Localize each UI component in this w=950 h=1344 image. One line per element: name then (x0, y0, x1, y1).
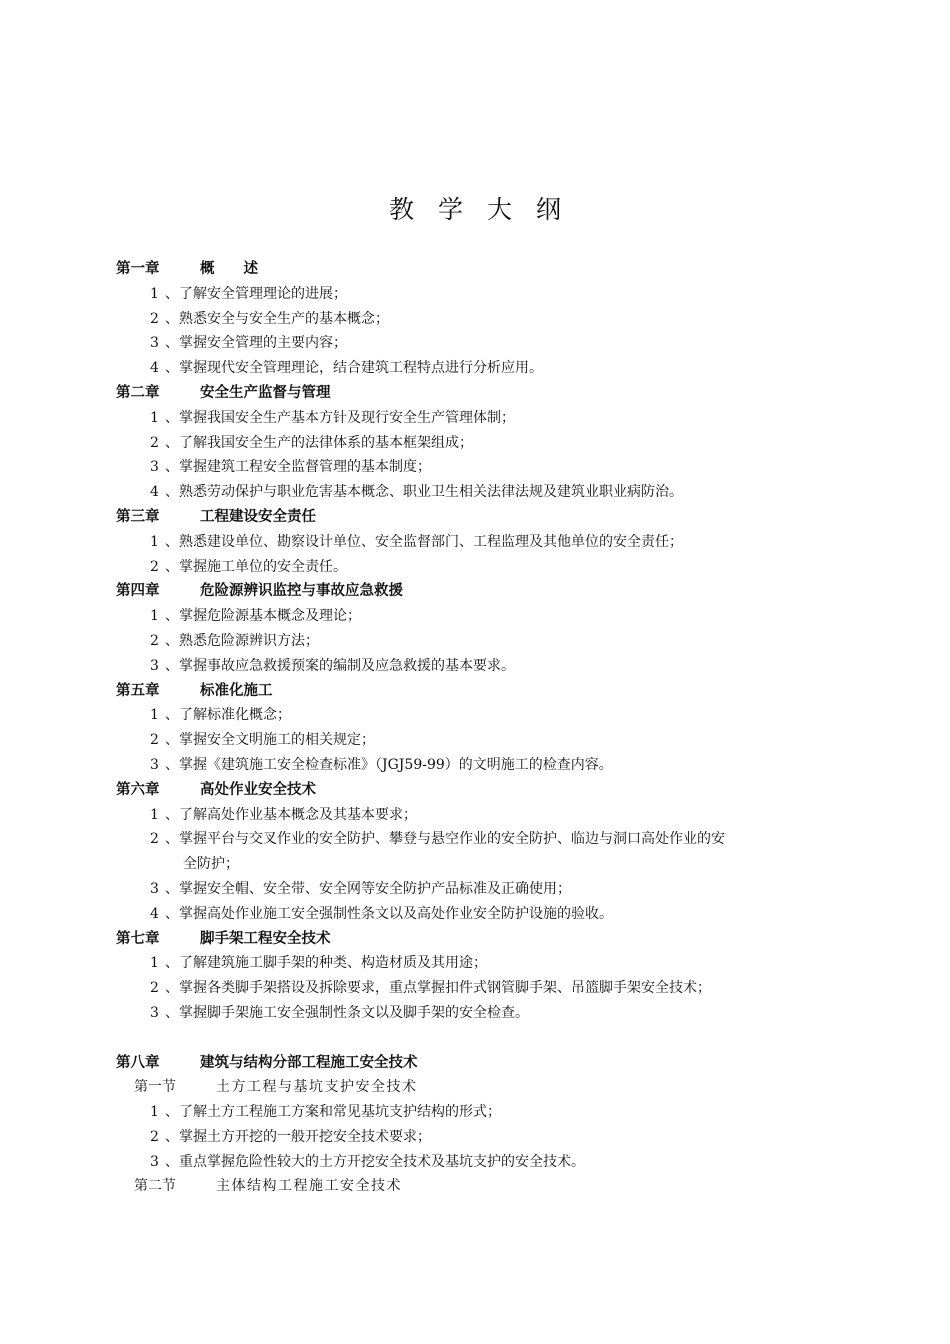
item-number: 2 (150, 831, 159, 848)
item-number: 1 (150, 1104, 159, 1121)
chapter-heading (0, 927, 950, 952)
list-item (0, 1125, 950, 1150)
section-heading (0, 1174, 950, 1199)
item-number: 4 (150, 484, 159, 501)
page-title: 教学大纲 (388, 195, 585, 224)
list-item (0, 1100, 950, 1125)
chapter-heading (0, 505, 950, 530)
list-item (0, 654, 950, 679)
chapter-title: 危险源辨识监控与事故应急救援 (200, 583, 403, 600)
item-number: 1 (150, 533, 159, 550)
item-number: 1 (150, 285, 159, 302)
item-number: 1 (150, 806, 159, 823)
chapter-title: 高处作业安全技术 (200, 781, 316, 798)
list-item (0, 455, 950, 480)
item-text: 、了解建筑施工脚手架的种类、构造材质及其用途； (165, 955, 487, 972)
item-text: 、掌握施工单位的安全责任。 (165, 558, 347, 575)
item-text: 、掌握高处作业施工安全强制性条文以及高处作业安全防护设施的验收。 (165, 905, 613, 922)
item-number: 2 (150, 558, 159, 575)
item-number: 2 (150, 1128, 159, 1145)
list-item (0, 1001, 950, 1026)
item-text: 、了解我国安全生产的法律体系的基本框架组成； (165, 434, 473, 451)
item-number: 1 (150, 707, 159, 724)
item-number: 4 (150, 360, 159, 377)
section-title: 主体结构工程施工安全技术 (216, 1178, 402, 1195)
item-number: 1 (150, 409, 159, 426)
list-item (0, 976, 950, 1001)
chapter-number: 第四章 (116, 583, 160, 600)
item-number: 2 (150, 310, 159, 327)
section-number: 第一节 (134, 1079, 176, 1096)
item-text: 、掌握事故应急救援预案的编制及应急救援的基本要求。 (165, 657, 515, 674)
list-item (0, 827, 950, 852)
list-item (0, 902, 950, 927)
item-continuation-text: 全防护； (183, 856, 239, 873)
item-text: 、掌握《建筑施工安全检查标准》（JGJ59-99）的文明施工的检查内容。 (165, 756, 613, 773)
chapter-heading (0, 579, 950, 604)
list-item (0, 282, 950, 307)
spacer (0, 1026, 950, 1051)
list-item (0, 530, 950, 555)
item-number: 3 (150, 1153, 159, 1170)
item-text: 、熟悉建设单位、勘察设计单位、安全监督部门、工程监理及其他单位的安全责任； (165, 533, 683, 550)
item-number: 2 (150, 632, 159, 649)
syllabus-content (0, 257, 950, 1199)
item-number: 1 (150, 955, 159, 972)
item-text: 、掌握我国安全生产基本方针及现行安全生产管理体制； (165, 409, 515, 426)
item-text: 、掌握危险源基本概念及理论； (165, 608, 361, 625)
item-text: 、重点掌握危险性较大的土方开挖安全技术及基坑支护的安全技术。 (165, 1153, 585, 1170)
section-number: 第二节 (134, 1178, 176, 1195)
chapter-number: 第三章 (116, 508, 160, 525)
chapter-number: 第二章 (116, 384, 160, 401)
item-text: 、掌握建筑工程安全监督管理的基本制度； (165, 459, 431, 476)
section-heading (0, 1075, 950, 1100)
chapter-heading (0, 1051, 950, 1076)
chapter-title: 安全生产监督与管理 (200, 384, 331, 401)
item-text: 、熟悉安全与安全生产的基本概念； (165, 310, 389, 327)
list-item (0, 629, 950, 654)
list-item (0, 431, 950, 456)
item-number: 3 (150, 756, 159, 773)
item-text: 、掌握安全文明施工的相关规定； (165, 732, 375, 749)
item-number: 1 (150, 608, 159, 625)
list-item (0, 877, 950, 902)
item-number: 4 (150, 905, 159, 922)
item-text: 、熟悉劳动保护与职业危害基本概念、职业卫生相关法律法规及建筑业职业病防治。 (165, 484, 683, 501)
item-number: 3 (150, 459, 159, 476)
chapter-heading (0, 381, 950, 406)
item-number: 3 (150, 657, 159, 674)
chapter-number: 第六章 (116, 781, 160, 798)
section-title: 土方工程与基坑支护安全技术 (216, 1079, 418, 1096)
list-item (0, 803, 950, 828)
item-text: 、掌握土方开挖的一般开挖安全技术要求； (165, 1128, 431, 1145)
item-text: 、了解土方工程施工方案和常见基坑支护结构的形式； (165, 1104, 501, 1121)
item-text: 、了解安全管理理论的进展； (165, 285, 347, 302)
chapter-heading (0, 778, 950, 803)
item-number: 3 (150, 1004, 159, 1021)
item-text: 、掌握安全管理的主要内容； (165, 335, 347, 352)
list-item (0, 356, 950, 381)
item-text: 、了解高处作业基本概念及其基本要求； (165, 806, 417, 823)
chapter-title: 概 述 (200, 261, 258, 277)
chapter-number: 第五章 (116, 682, 160, 699)
item-number: 2 (150, 980, 159, 997)
chapter-heading (0, 257, 950, 282)
item-number: 3 (150, 880, 159, 897)
item-text: 、熟悉危险源辨识方法； (165, 632, 319, 649)
item-text: 、了解标准化概念； (165, 707, 291, 724)
item-number: 3 (150, 335, 159, 352)
list-item (0, 703, 950, 728)
chapter-number: 第一章 (116, 261, 160, 277)
list-item (0, 331, 950, 356)
item-text: 、掌握安全帽、安全带、安全网等安全防护产品标准及正确使用； (165, 880, 571, 897)
list-item (0, 604, 950, 629)
chapter-title: 标准化施工 (200, 682, 273, 699)
list-item (0, 1150, 950, 1175)
list-item (0, 406, 950, 431)
list-item (0, 951, 950, 976)
list-item (0, 555, 950, 580)
list-item-continuation (0, 852, 950, 877)
list-item (0, 728, 950, 753)
chapter-number: 第七章 (116, 930, 160, 947)
list-item (0, 480, 950, 505)
list-item (0, 307, 950, 332)
chapter-title: 建筑与结构分部工程施工安全技术 (200, 1054, 418, 1071)
list-item (0, 753, 950, 778)
item-text: 、掌握脚手架施工安全强制性条文以及脚手架的安全检查。 (165, 1004, 529, 1021)
item-text: 、掌握各类脚手架搭设及拆除要求，重点掌握扣件式钢管脚手架、吊篮脚手架安全技术； (165, 980, 711, 997)
chapter-title: 脚手架工程安全技术 (200, 930, 331, 947)
item-text: 、掌握平台与交叉作业的安全防护、攀登与悬空作业的安全防护、临边与洞口高处作业的安 (165, 831, 725, 848)
chapter-number: 第八章 (116, 1054, 160, 1071)
chapter-title: 工程建设安全责任 (200, 508, 316, 525)
item-number: 2 (150, 732, 159, 749)
item-text: 、掌握现代安全管理理论，结合建筑工程特点进行分析应用。 (165, 360, 543, 377)
chapter-heading (0, 679, 950, 704)
item-number: 2 (150, 434, 159, 451)
